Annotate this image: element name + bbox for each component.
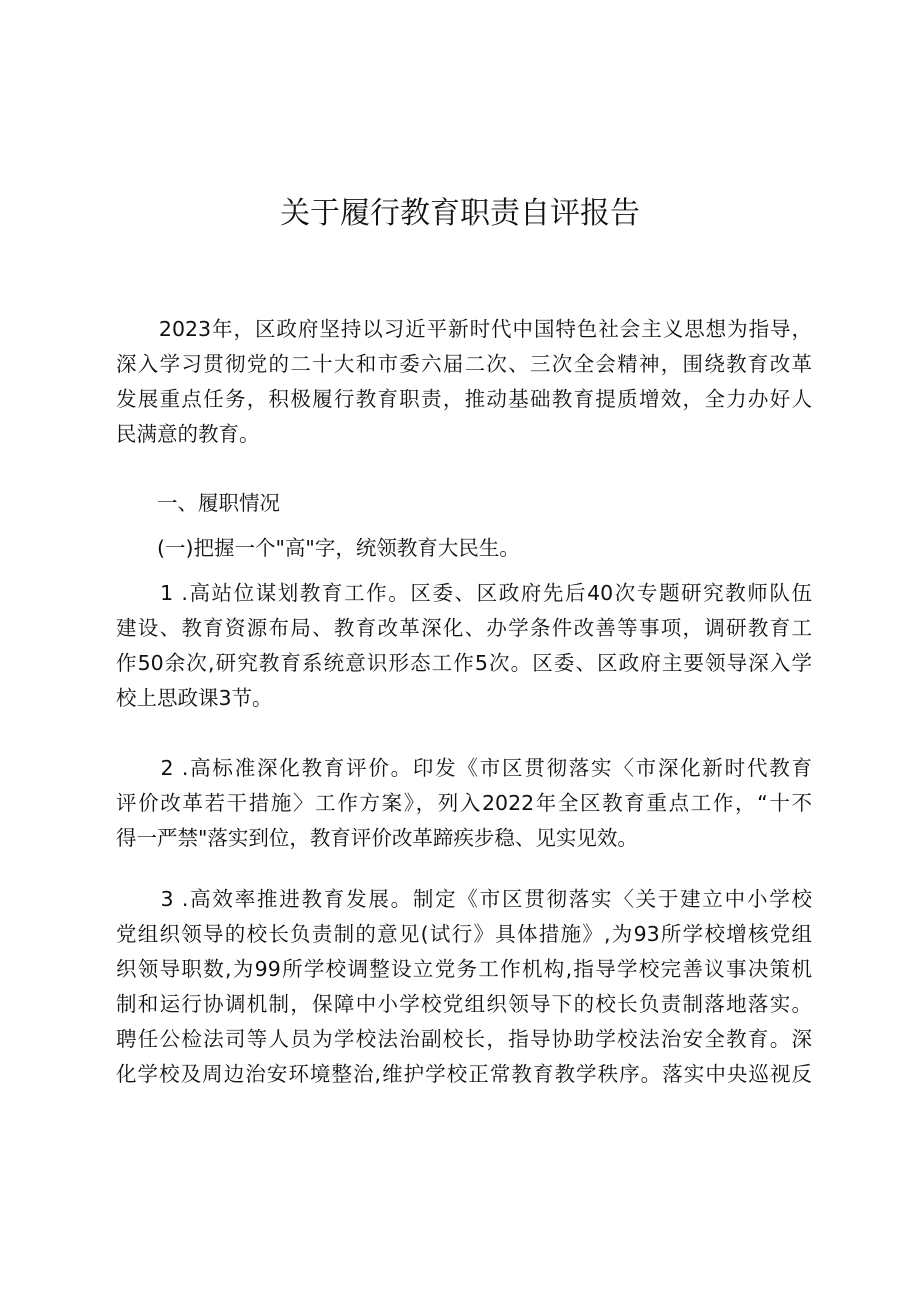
document-title: 关于履行教育职责自评报告 [280, 196, 640, 231]
text-line: 3 .高效率推进教育发展。制定《市区贯彻落实〈关于建立中小学校 [116, 887, 812, 911]
paragraph-intro [116, 312, 812, 452]
text-line: 1 .高站位谋划教育工作。区委、区政府先后40次专题研究教师队伍 [116, 581, 812, 605]
text-line: 党组织领导的校长负责制的意见(试行》具体措施》,为93所学校增核党组 [116, 922, 812, 946]
text-line: 作50余次,研究教育系统意识形态工作5次。区委、区政府主要领导深入学 [116, 651, 812, 675]
paragraph-item-1 [116, 576, 812, 716]
text-line: 发展重点任务，积极履行教育职责，推动基础教育提质增效，全力办好人 [116, 387, 812, 411]
section-heading-1 [116, 486, 812, 521]
text-line: 聘任公检法司等人员为学校法治副校长，指导协助学校法治安全教育。深 [116, 1027, 812, 1051]
subsection-heading-1 [116, 531, 812, 566]
text-line: 建设、教育资源布局、教育改革深化、办学条件改善等事项，调研教育工 [116, 616, 812, 640]
paragraph-item-3 [116, 882, 812, 1092]
text-line: 一、履职情况 [116, 491, 280, 515]
paragraph-item-2 [116, 751, 812, 856]
text-line: 2023年，区政府坚持以习近平新时代中国特色社会主义思想为指导， [116, 317, 812, 341]
text-line: 深入学习贯彻党的二十大和市委六届二次、三次全会精神，围绕教育改革 [116, 352, 812, 376]
text-line: 评价改革若干措施〉工作方案》，列入2022年全区教育重点工作，“十不 [116, 791, 812, 815]
text-line: 校上思政课3节。 [116, 686, 273, 710]
text-line: 民满意的教育。 [116, 422, 260, 446]
text-line: 织领导职数,为99所学校调整设立党务工作机构,指导学校完善议事决策机 [116, 957, 812, 981]
text-line: (一)把握一个"高"字，统领教育大民生。 [116, 536, 520, 560]
text-line: 2 .高标准深化教育评价。印发《市区贯彻落实〈市深化新时代教育 [116, 756, 812, 780]
text-line: 制和运行协调机制，保障中小学校党组织领导下的校长负责制落地落实。 [116, 992, 812, 1016]
text-line: 化学校及周边治安环境整治,维护学校正常教育教学秩序。落实中央巡视反 [116, 1062, 812, 1086]
text-line: 得一严禁"落实到位，教育评价改革蹄疾步稳、见实见效。 [116, 826, 638, 850]
